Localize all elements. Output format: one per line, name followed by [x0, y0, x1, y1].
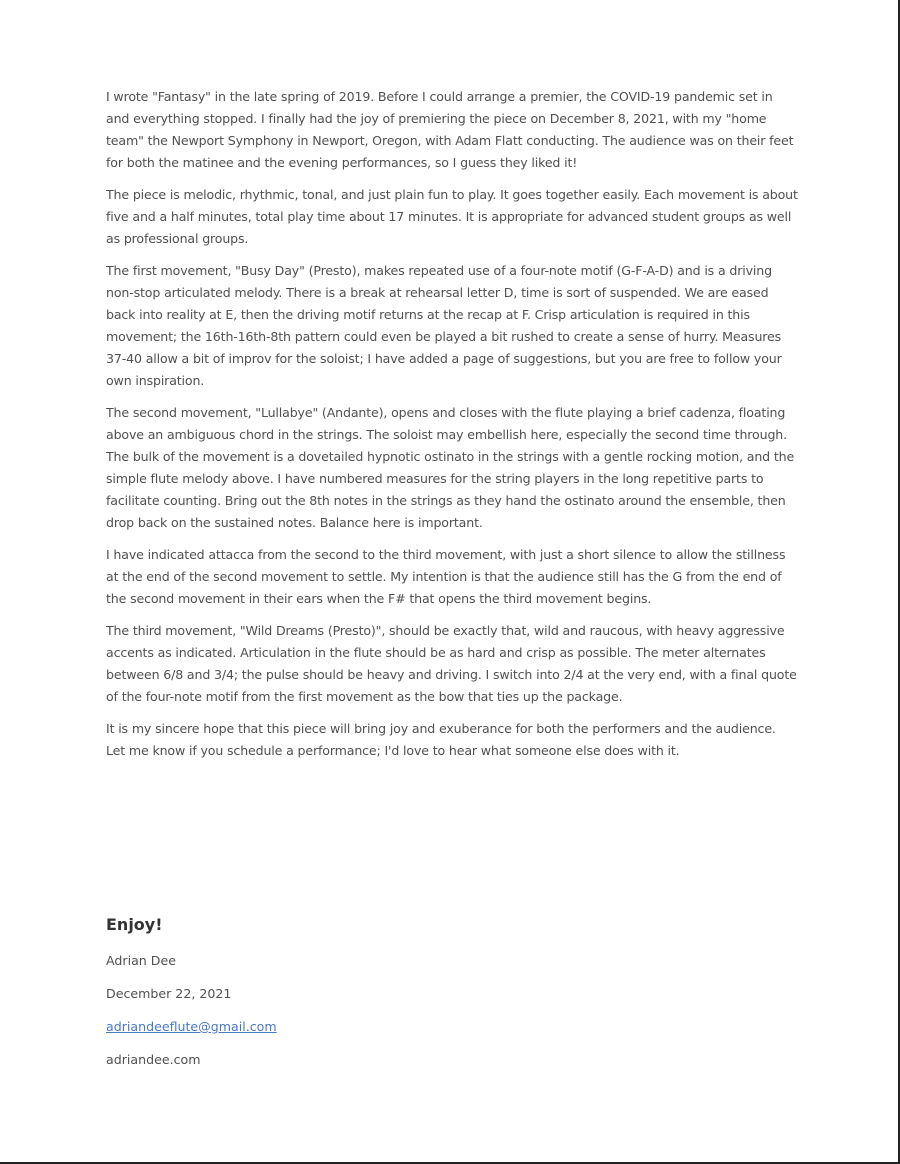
website-text: adriandee.com	[106, 1052, 201, 1067]
paragraph-premiere: I wrote "Fantasy" in the late spring of 2019. Before I could arrange a premier, the COVID-19 pandemic set in and everything stopped. I finally had the joy of premiering the piece on December 8, 2021, with my "home team" the Newport Symphony in Newport, Oregon, with Adam Flatt conducting. The audience was on their feet for both the matinee and the evening performances, so I guess they liked it!	[106, 89, 794, 170]
email-link[interactable]: adriandeeflute@gmail.com	[106, 1019, 277, 1034]
paragraph-second-movement: The second movement, "Lullabye" (Andante), opens and closes with the flute playing a brief cadenza, floating above an ambiguous chord in the strings. The soloist may embellish here, especially the second time through. The bulk of the movement is a dovetailed hypnotic ostinato in the strings with a gentle rocking motion, and the simple flute melody above. I have numbered measures for the string players in the long repetitive parts to facilitate counting. Bring out the 8th notes in the strings as they hand the ostinato around the ensemble, then drop back on the sustained notes. Balance here is important.	[106, 405, 795, 530]
author-name: Adrian Dee	[106, 953, 176, 968]
signature-date: December 22, 2021	[106, 986, 232, 1001]
paragraph-first-movement: The first movement, "Busy Day" (Presto), makes repeated use of a four-note motif (G-F-A-D) and is a driving non-stop articulated melody. There is a break at rehearsal letter D, time is sort of suspended. We are eased back into reality at E, then the driving motif returns at the recap at F. Crisp articulation is required in this movement; the 16th-16th-8th pattern could even be played a bit rushed to create a sense of hurry. Measures 37-40 allow a bit of improv for the soloist; I have added a page of suggestions, but you are free to follow your own inspiration.	[106, 263, 782, 388]
paragraph-overview: The piece is melodic, rhythmic, tonal, and just plain fun to play. It goes together easily. Each movement is about five and a half minutes, total play time about 17 minutes. It is appropriate for advanced student groups as well as professional groups.	[106, 187, 798, 246]
paragraph-closing-hope: It is my sincere hope that this piece will bring joy and exuberance for both the performers and the audience. Let me know if you schedule a performance; I'd love to hear what someone else does with it.	[106, 721, 776, 758]
signature-block	[106, 912, 706, 1082]
closing-heading: Enjoy!	[106, 915, 163, 934]
paragraph-attacca: I have indicated attacca from the second to the third movement, with just a short silence to allow the stillness at the end of the second movement to settle. My intention is that the audience still has the G from the end of the second movement in their ears when the F# that opens the third movement begins.	[106, 547, 786, 606]
paragraph-third-movement: The third movement, "Wild Dreams (Presto)", should be exactly that, wild and raucous, with heavy aggressive accents as indicated. Articulation in the flute should be as hard and crisp as possible. The meter alternates between 6/8 and 3/4; the pulse should be heavy and driving. I switch into 2/4 at the very end, with a final quote of the four-note motif from the first movement as the bow that ties up the package.	[106, 623, 797, 704]
letter-body	[106, 86, 798, 772]
